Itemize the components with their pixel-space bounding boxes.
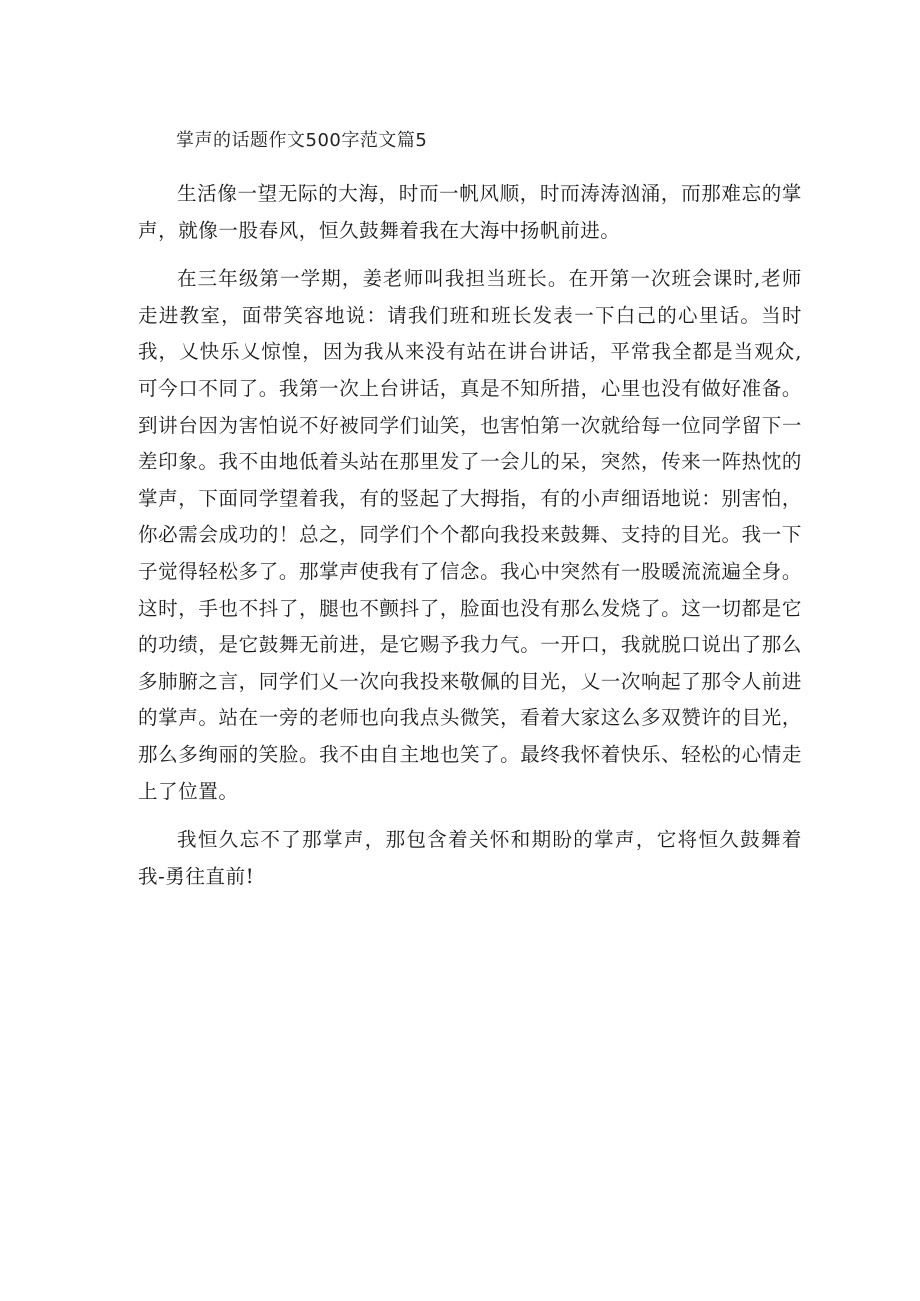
- paragraph-story: 在三年级第一学期，姜老师叫我担当班长。在开第一次班会课时,老师走进教室，面带笑容地说：请我们班和班长发表一下白己的心里话。当时我，乂快乐乂惊惶，因为我从来没有站在讲台讲话，平常我全都是当观众,可今口不同了。我第一次上台讲话，真是不知所措，心里也没有做好准备。到讲台因为害怕说不好被同学们讪笑，也害怕第一次就给每一位同学留下一差印象。我不由地低着头站在那里发了一会儿的呆，突然，传来一阵热忱的掌声，下面同学望着我，有的竖起了大拇指，有的小声细语地说：别害怕，你必需会成功的！总之，同学们个个都向我投来鼓舞、支持的目光。我一下子觉得轻松多了。那掌声使我有了信念。我心中突然有一股暖流流遍全身。这时，手也不抖了，腿也不颤抖了，脸面也没有那么发烧了。这一切都是它的功绩，是它鼓舞无前进，是它赐予我力气。一开口，我就脱口说出了那么多肺腑之言，同学们乂一次向我投来敬佩的目光，乂一次响起了那令人前进的掌声。站在一旁的老师也向我点头微笑，看着大家这么多双赞许的目光，那么多绚丽的笑脸。我不由自主地也笑了。最终我怀着快乐、轻松的心情走上了位置。: [138, 267, 802, 803]
- document-title: 掌声的话题作文500字范文篇5: [176, 130, 428, 151]
- paragraph-intro: 生活像一望无际的大海，时而一帆风顺，时而涛涛汹涌，而那难忘的掌声，就像一股春风，恒久鼓舞着我在大海中扬帆前进。: [138, 182, 802, 242]
- document-body: [138, 124, 802, 895]
- paragraph-conclusion: 我恒久忘不了那掌声，那包含着关怀和期盼的掌声，它将恒久鼓舞着我-勇往直前!: [138, 828, 802, 888]
